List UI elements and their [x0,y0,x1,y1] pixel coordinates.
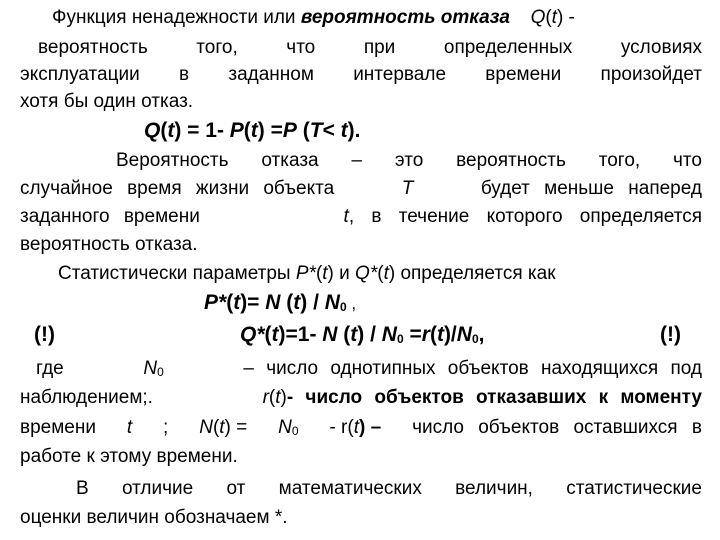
unlike-line-2: оценки величин обозначаем *. [20,507,288,528]
text-run: наблюдением;. [20,387,153,408]
definition-line-2: вероятность того, что при определенных условиях [38,37,702,58]
formula-part: , [478,323,485,346]
where-line-3: времени t ; N(t) = $N_0$ - r(t) – число объектов оставшихся в [20,417,702,438]
symbol-p: P [282,119,297,142]
failure-prob-line-3 [20,205,702,229]
symbol-n: N [322,323,338,346]
text-run: - r( [329,417,354,438]
symbol-n: N [381,323,397,346]
symbol-t: t [275,387,281,408]
symbol-t: t [219,417,225,438]
slide-page: Функция ненадежности или вероятность отказа Q(t) - вероятность того, что при определенных условиях эксплуатации в заданном интервале времени произойдет хотя бы один отказ. Q(t) = 1- P(t) =P (T< t). Вероятность отказа – это вероятность того, что случайное время жизни объекта T будет меньше наперед заданного времени t, в течение которого определяется вероятность отказа. Статистически параметры P*(t) и Q*(t) определяется как P*(t)= N $(t) / N_0$ , (!) Q*(t)=1- N $(t) / N_0 =r(t)/N_0$, (!) где $N_0$ – число однотипных объектов находящихся под наблюдением;. r(t)- число объектов отказавших к моменту времени t ; N(t) = $N_0$ - r(t) – число объектов оставшихся в работе к этому времени. В отличие от математических величин, статистические оценки величин обозначаем *. [20,7,702,528]
symbol-n: N [324,291,340,314]
where-line-4: работе к этому времени. [20,446,238,467]
subscript-zero: 0 [471,332,479,346]
symbol-n: N [456,323,472,346]
where-line-2: наблюдением;. r(t)- число объектов отказавших к моменту [20,387,702,408]
subscript-zero: 0 [291,424,299,438]
text-run: где [36,358,64,379]
symbol-t: t [383,263,389,284]
failure-prob-line-4: вероятность отказа. [20,234,198,255]
symbol-p: P [229,119,244,142]
subscript-zero: 0 [339,300,347,314]
text-run: определяется как [395,263,556,284]
symbol-q-star: Q* [355,263,378,284]
symbol-q-star: Q* [240,323,265,346]
symbol-q: Q [530,7,546,28]
formula-part: ) = [257,119,283,142]
symbol-t: t [126,417,133,438]
symbol-t: t [250,119,258,142]
symbol-t: t [233,291,241,314]
symbol-n: N [278,417,292,438]
term-failure-probability: вероятность отказа [300,7,510,28]
formula-part: )=1- [278,323,323,346]
symbol-t: t [343,206,349,227]
unlike-line-1: В отличие от математических величин, статистические [76,478,702,499]
formula-part: ( [296,119,310,142]
symbol-n: N [199,417,213,438]
symbol-t: t [436,323,444,346]
subscript-zero: 0 [157,365,164,379]
formula-part: = [403,323,422,346]
symbol-n: N [143,358,158,379]
text-run: времени [20,417,96,438]
symbol-p-star: P* [204,291,227,314]
symbol-t: t [353,417,359,438]
formula-part: ) / [300,291,325,314]
formula-part: ). [347,119,361,142]
symbol-t: t [340,119,348,142]
text-run: будет меньше наперед [480,178,702,199]
symbol-n: N [265,291,281,314]
failure-prob-line-2 [20,177,702,201]
text-run: Статистически параметры [58,263,296,284]
exclamation-mark-left: (!) [34,323,55,346]
formula-part: ) = 1- [174,119,230,142]
formula-p-star: P*(t)= N $(t) / N_0$ , [204,291,357,314]
symbol-t: t [271,323,279,346]
definition-line-4: хотя бы один отказ. [20,91,194,112]
symbol-t: t [293,291,301,314]
text-run: ) – [359,417,382,438]
text-run: ) = [224,417,248,438]
text-run: Функция ненадежности или [52,7,301,28]
text-run: – число однотипных объектов находящихся под [243,358,702,379]
text-run: - число объектов отказавших к моменту [286,387,702,408]
formula-part: < [322,119,341,142]
symbol-t: t [350,323,358,346]
formula-q-equals-one-minus-p: Q(t) = 1- P(t) =P (T< t). [144,119,361,142]
formula-part: )/ [443,323,457,346]
statistical-params-line: Статистически параметры P*(t) и Q*(t) определяется как [58,263,556,284]
formula-part: ) / [357,323,382,346]
symbol-r: r [421,323,430,346]
symbol-t: t [322,263,328,284]
exclamation-mark-right: (!) [660,323,681,346]
text-run: и [333,263,356,284]
symbol-t: t [167,119,175,142]
formula-part: , [346,294,357,313]
failure-prob-line-1: Вероятность отказа – это вероятность того, что [116,150,702,171]
symbol-r: r [262,387,269,408]
symbol-q: Q [144,119,161,142]
text-run: случайное время жизни объекта [20,178,335,199]
text-run: ; [163,417,169,438]
text-run: - [563,7,575,28]
definition-line-1: Функция ненадежности или вероятность отказа Q(t) - [52,7,575,28]
where-line-1 [36,357,702,381]
symbol-p-star: P* [295,263,316,284]
symbol-t: t [551,7,557,28]
symbol-capital-t: T [401,178,414,199]
text-run: число объектов оставшихся в [412,417,702,438]
subscript-zero: 0 [396,332,404,346]
formula-part: )= [240,291,266,314]
definition-line-3: эксплуатации в заданном интервале времени произойдет [20,64,702,85]
symbol-capital-t: T [309,119,323,142]
text-run: заданного времени [20,206,200,227]
text-run: , в течение которого определяется [348,206,702,227]
